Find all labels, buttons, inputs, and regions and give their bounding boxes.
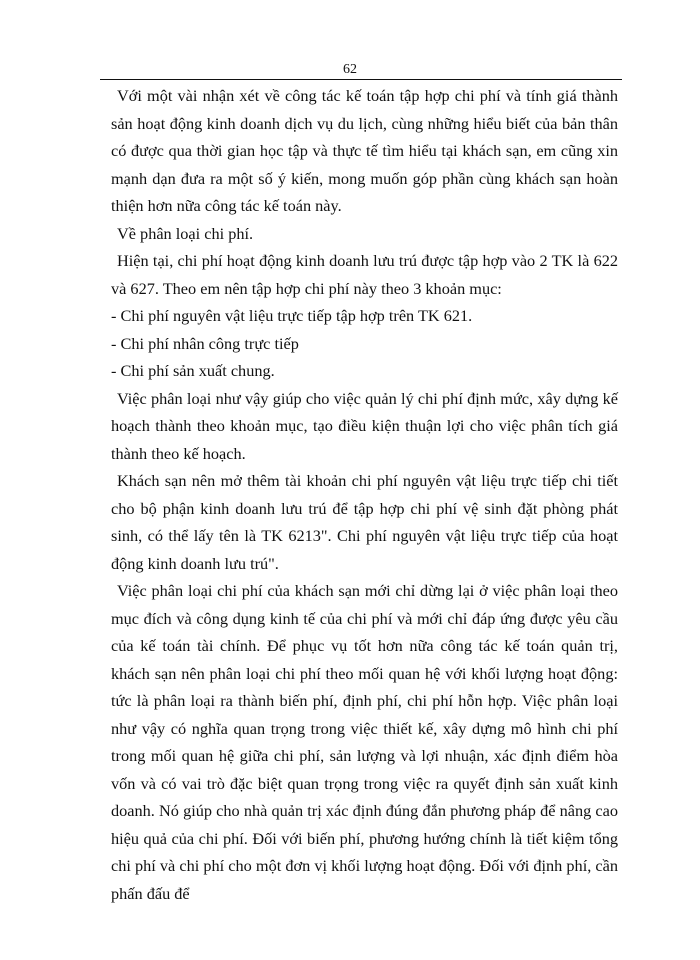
header-rule <box>100 79 622 80</box>
list-item: - Chi phí sản xuất chung. <box>111 361 275 380</box>
list-item: - Chi phí nguyên vật liệu trực tiếp tập hợp trên TK 621. <box>111 306 473 325</box>
paragraph-intro: Với một vài nhận xét về công tác kế toán tập hợp chi phí và tính giá thành sản hoạt động kinh doanh dịch vụ du lịch, cùng những hiểu biết của bản thân có được qua thời gian học tập và thực tế tìm hiểu tại khách sạn, em cũng xin mạnh dạn đưa ra một số ý kiến, mong muốn góp phần cùng khách sạn hoàn thiện hơn nữa công tác kế toán này. <box>111 86 618 215</box>
paragraph-classification-benefit: Việc phân loại như vậy giúp cho việc quản lý chi phí định mức, xây dựng kế hoạch thành theo khoản mục, tạo điều kiện thuận lợi cho việc phân tích giá thành theo kế hoạch. <box>111 388 618 463</box>
paragraph-new-account: Khách sạn nên mở thêm tài khoản chi phí nguyên vật liệu trực tiếp chi tiết cho bộ phận kinh doanh lưu trú để tập hợp chi phí vệ sinh đặt phòng phát sinh, có thể lấy tên là TK 6213". Chi phí nguyên vật liệu trực tiếp của hoạt động kinh doanh lưu trú". <box>111 471 618 573</box>
page-number: 62 <box>343 62 357 77</box>
paragraph-cost-classification-heading: Về phân loại chi phí. <box>117 223 254 243</box>
list-item: - Chi phí nhân công trực tiếp <box>111 333 299 353</box>
paragraph-current-accounts: Hiện tại, chi phí hoạt động kinh doanh lưu trú được tập hợp vào 2 TK là 622 và 627. Theo em nên tập hợp chi phí này theo 3 khoản mục: <box>111 251 618 298</box>
document-body <box>111 82 618 907</box>
paragraph-cost-behavior: Việc phân loại chi phí của khách sạn mới chỉ dừng lại ở việc phân loại theo mục đích và công dụng kinh tế của chi phí và mới chỉ đáp ứng được yêu cầu của kế toán tài chính. Để phục vụ tốt hơn nữa công tác kế toán quản trị, khách sạn nên phân loại chi phí theo mối quan hệ với khối lượng hoạt động: tức là phân loại ra thành biến phí, định phí, chi phí hỗn hợp. Việc phân loại như vậy có nghĩa quan trọng trong việc thiết kế, xây dựng mô hình chi phí trong mối quan hệ giữa chi phí, sản lượng và lợi nhuận, xác định điểm hòa vốn và có vai trò đặc biệt quan trọng trong việc ra quyết định sản xuất kinh doanh. Nó giúp cho nhà quản trị xác định đúng đắn phương pháp để nâng cao hiệu quả của chi phí. Đối với biến phí, phương hướng chính là tiết kiệm tổng chi phí và chi phí cho một đơn vị khối lượng hoạt động. Đối với định phí, cần phấn đấu để <box>111 581 618 903</box>
